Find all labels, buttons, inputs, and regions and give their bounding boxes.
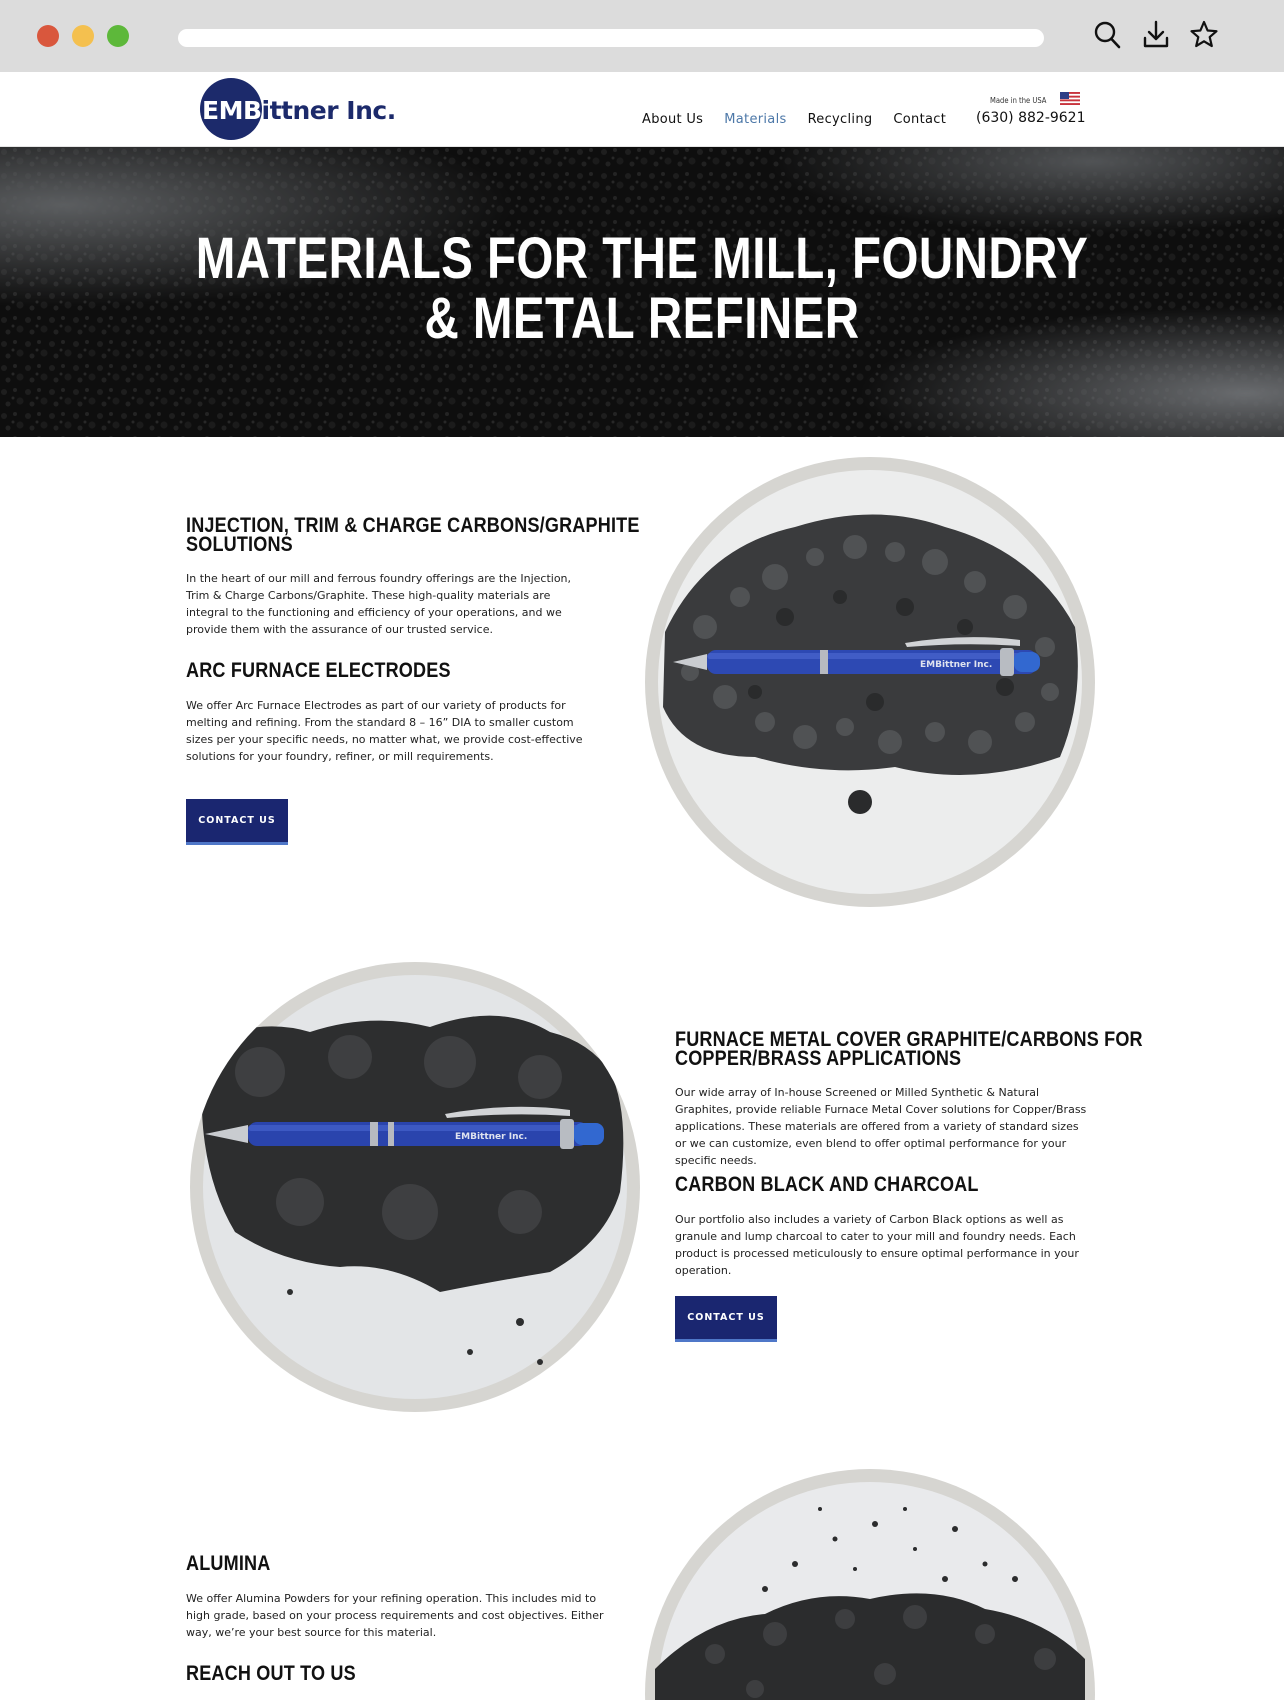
heading-furnace-metal-cover: FURNACE METAL COVER GRAPHITE/CARBONS FOR COPPER/BRASS APPLICATIONS <box>675 1028 1143 1070</box>
heading-carbon-black-charcoal: CARBON BLACK AND CHARCOAL <box>675 1173 979 1196</box>
browser-toolbar <box>0 0 1284 72</box>
body-carbon-black-charcoal: Our portfolio also includes a variety of Carbon Black options as well as granule and lump charcoal to cater to your mill and foundry needs. Each product is processed meticulously to ensure optimal performance in your operation. <box>675 1213 1079 1277</box>
logo-text: EMBittner Inc. <box>202 95 396 125</box>
address-bar[interactable] <box>178 29 1044 47</box>
body-alumina: We offer Alumina Powders for your refining operation. This includes mid to high grade, based on your process requirements and cost objectives. Either way, we’re your best source for this material. <box>186 1592 604 1639</box>
contact-us-button-1[interactable]: CONTACT US <box>186 799 288 845</box>
minimize-window-button[interactable] <box>72 25 94 47</box>
main-nav <box>642 112 946 127</box>
hero-title: MATERIALS FOR THE MILL, FOUNDRY & METAL REFINER <box>195 226 1089 351</box>
site-header <box>0 72 1284 147</box>
heading-arc-furnace-electrodes: ARC FURNACE ELECTRODES <box>186 659 451 682</box>
hero-banner <box>0 147 1284 437</box>
company-logo[interactable] <box>200 78 396 142</box>
contact-us-button-2[interactable]: CONTACT US <box>675 1296 777 1342</box>
star-icon[interactable] <box>1188 18 1220 52</box>
nav-materials[interactable]: Materials <box>724 112 787 127</box>
heading-injection-carbons: INJECTION, TRIM & CHARGE CARBONS/GRAPHITE SOLUTIONS <box>186 514 640 556</box>
pen-brand-text-2: EMBittner Inc. <box>455 1132 528 1142</box>
photo-graphite-powder <box>190 962 640 1412</box>
heading-reach-out: REACH OUT TO US <box>186 1662 356 1685</box>
pen-brand-text-1: EMBittner Inc. <box>920 660 993 670</box>
body-arc-furnace-electrodes: We offer Arc Furnace Electrodes as part of our variety of products for melting and refining. From the standard 8 – 16” DIA to smaller custom sizes per your specific needs, no matter what, we provide cost-effective solutions for your foundry, refiner, or mill requirements. <box>186 699 583 763</box>
heading-alumina: ALUMINA <box>186 1552 271 1575</box>
nav-about-us[interactable]: About Us <box>642 112 704 127</box>
body-furnace-metal-cover: Our wide array of In-house Screened or Milled Synthetic & Natural Graphites, provide reliable Furnace Metal Cover solutions for Copper/Brass applications. These materials are offered from a variety of standard sizes or we can customize, even blend to offer optimal performance for your specific needs. <box>675 1086 1087 1167</box>
search-icon[interactable] <box>1092 18 1124 52</box>
maximize-window-button[interactable] <box>107 25 129 47</box>
download-icon[interactable] <box>1140 18 1172 52</box>
us-flag-icon <box>1060 92 1080 105</box>
close-window-button[interactable] <box>37 25 59 47</box>
phone-number[interactable]: (630) 882-9621 <box>976 110 1086 126</box>
photo-alumina-particles <box>645 1469 1095 1700</box>
made-in-usa-label: Made in the USA <box>990 96 1047 105</box>
nav-contact[interactable]: Contact <box>893 112 947 127</box>
nav-recycling[interactable]: Recycling <box>807 112 873 127</box>
photo-carbon-granules <box>645 457 1095 907</box>
body-injection-carbons: In the heart of our mill and ferrous foundry offerings are the Injection, Trim & Charge Carbons/Graphite. These high-quality materials are integral to the functioning and efficiency of your operations, and we provide them with the assurance of our trusted service. <box>186 572 572 636</box>
